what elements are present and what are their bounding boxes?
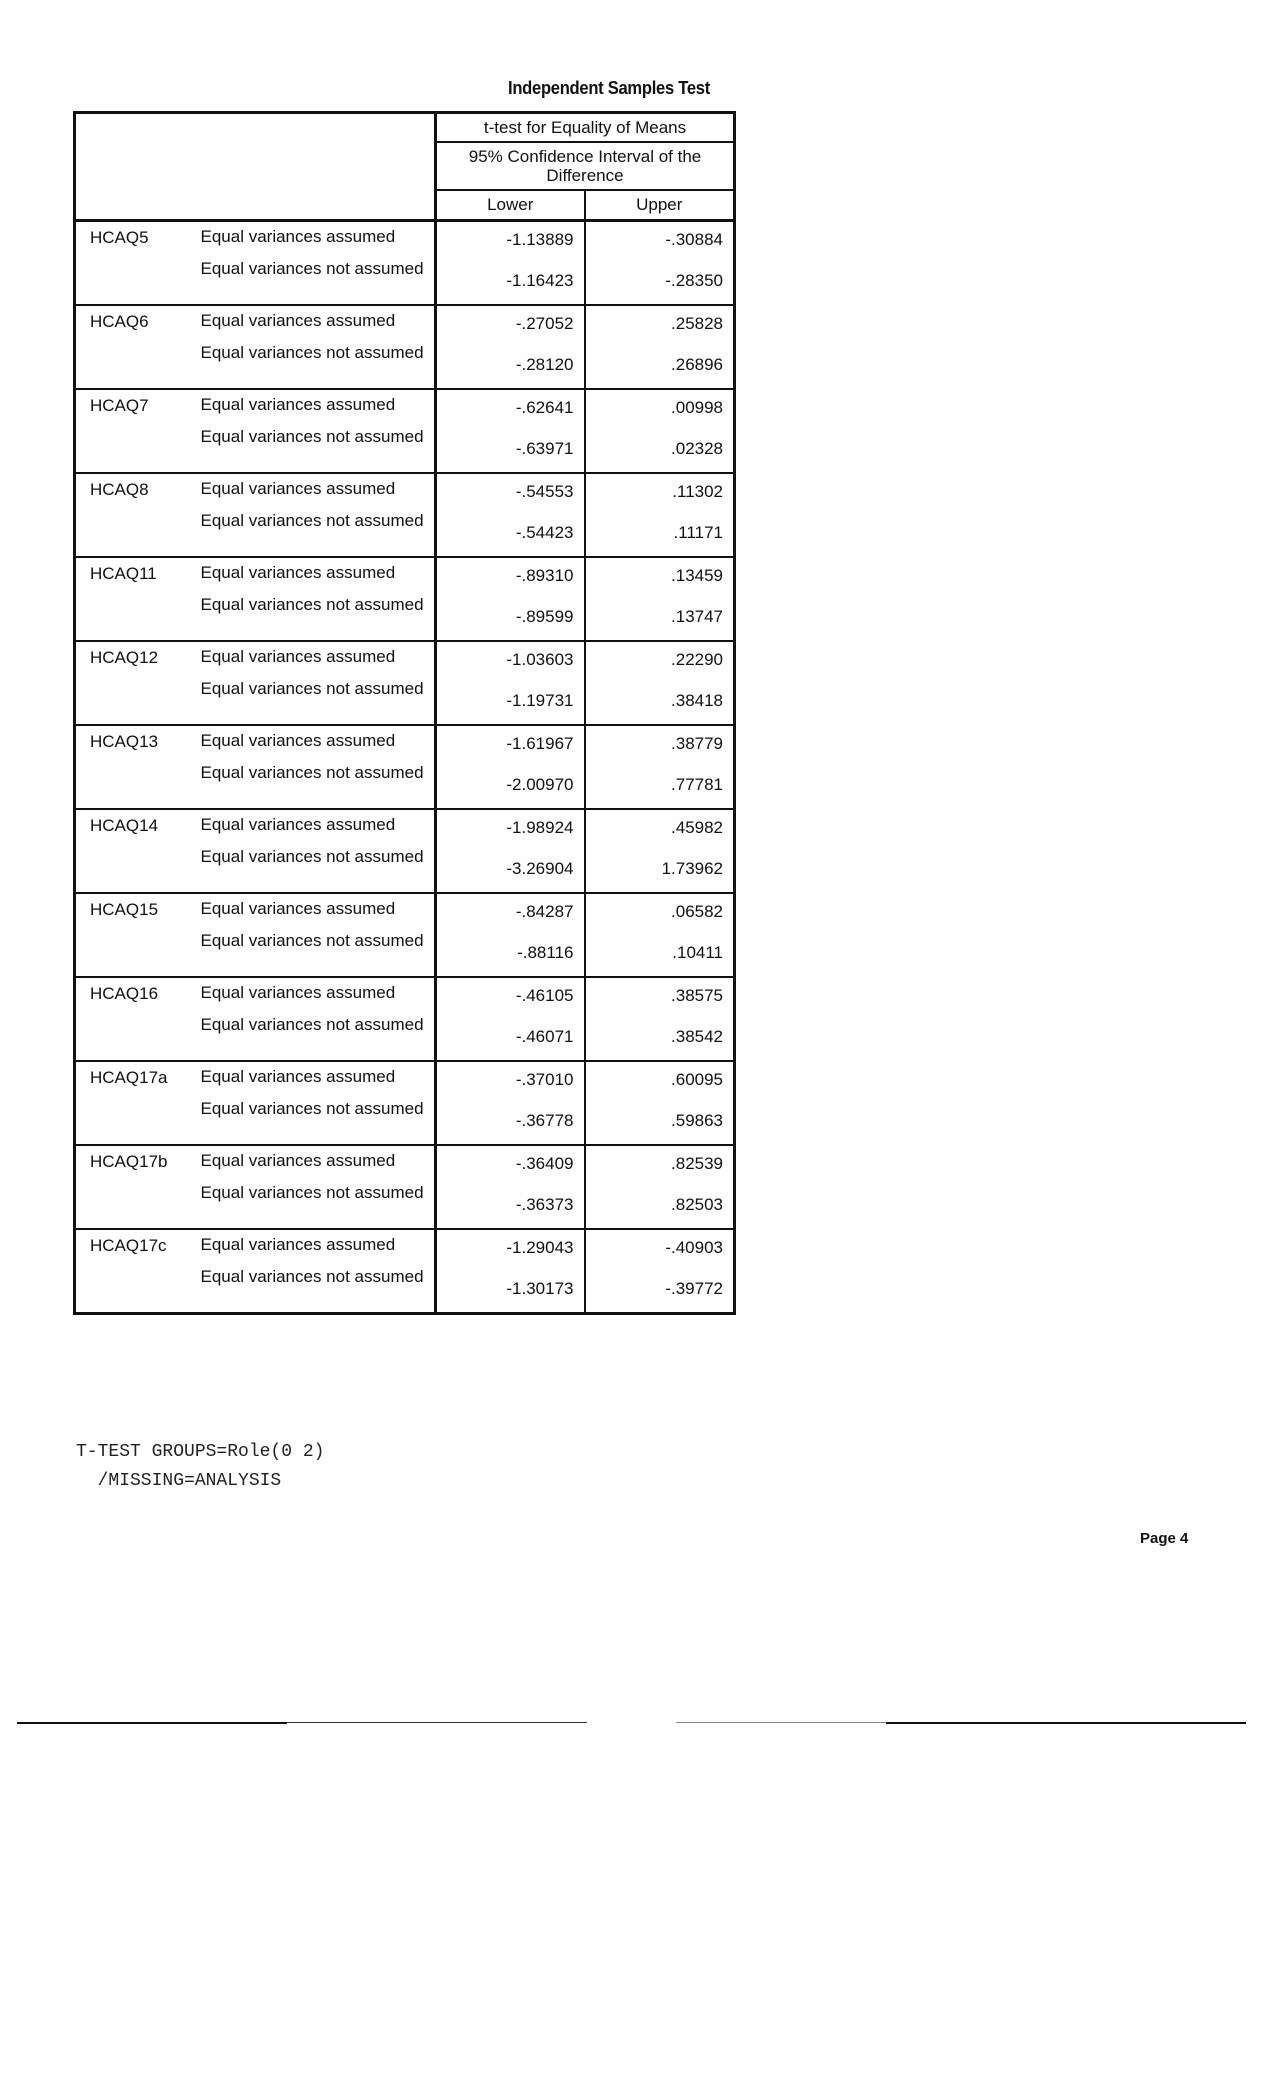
variable-name: HCAQ17b — [75, 1145, 201, 1229]
test-label-not-assumed: Equal variances not assumed — [201, 257, 436, 305]
test-label-not-assumed: Equal variances not assumed — [201, 929, 436, 977]
test-label-assumed: Equal variances assumed — [201, 977, 436, 1013]
lower-value-assumed: -.27052 — [436, 305, 585, 341]
header-upper: Upper — [585, 190, 735, 221]
test-label-assumed: Equal variances assumed — [201, 473, 436, 509]
table-row-assumed — [75, 389, 735, 425]
lower-value-not-assumed: -3.26904 — [436, 845, 585, 893]
table-row-assumed — [75, 557, 735, 593]
lower-value-assumed: -1.98924 — [436, 809, 585, 845]
variable-name: HCAQ17c — [75, 1229, 201, 1314]
lower-value-not-assumed: -2.00970 — [436, 761, 585, 809]
variable-name: HCAQ12 — [75, 641, 201, 725]
variable-name: HCAQ11 — [75, 557, 201, 641]
test-label-assumed: Equal variances assumed — [201, 1145, 436, 1181]
upper-value-assumed: .22290 — [585, 641, 735, 677]
table-row-assumed — [75, 725, 735, 761]
lower-value-assumed: -.89310 — [436, 557, 585, 593]
table-row-assumed — [75, 221, 735, 258]
lower-value-assumed: -.62641 — [436, 389, 585, 425]
test-label-not-assumed: Equal variances not assumed — [201, 845, 436, 893]
upper-value-not-assumed: 1.73962 — [661, 858, 724, 878]
test-label-assumed: Equal variances assumed — [201, 1061, 436, 1097]
upper-value-assumed: .60095 — [585, 1061, 735, 1097]
test-label-not-assumed: Equal variances not assumed — [201, 425, 436, 473]
lower-value-not-assumed: -.63971 — [436, 425, 585, 473]
lower-value-not-assumed: -1.16423 — [436, 257, 585, 305]
lower-value-assumed: -1.29043 — [436, 1229, 585, 1265]
lower-value-not-assumed: -.88116 — [436, 929, 585, 977]
upper-value-assumed: .38779 — [585, 725, 735, 761]
test-label-assumed: Equal variances assumed — [201, 389, 436, 425]
upper-value-not-assumed: .13747 — [671, 606, 724, 626]
variable-name: HCAQ6 — [75, 305, 201, 389]
test-label-assumed: Equal variances assumed — [201, 893, 436, 929]
upper-value-not-assumed: .38542 — [671, 1026, 724, 1046]
page-number: Page 4 — [1140, 1530, 1189, 1547]
upper-value-assumed: .11302 — [585, 473, 735, 509]
test-label-not-assumed: Equal variances not assumed — [201, 593, 436, 641]
lower-value-assumed: -1.13889 — [436, 221, 585, 258]
table-row-assumed — [75, 473, 735, 509]
table-row-assumed — [75, 1145, 735, 1181]
table-row-assumed — [75, 305, 735, 341]
syntax-line-2: /MISSING=ANALYSIS — [76, 1471, 282, 1491]
lower-value-assumed: -.36409 — [436, 1145, 585, 1181]
upper-value-assumed: .82539 — [585, 1145, 735, 1181]
lower-value-assumed: -1.03603 — [436, 641, 585, 677]
variable-name: HCAQ8 — [75, 473, 201, 557]
table-row-assumed — [75, 1061, 735, 1097]
variable-name: HCAQ17a — [75, 1061, 201, 1145]
table-row-assumed — [75, 1229, 735, 1265]
lower-value-not-assumed: -.28120 — [436, 341, 585, 389]
upper-value-not-assumed: .77781 — [671, 774, 724, 794]
lower-value-not-assumed: -.36373 — [436, 1181, 585, 1229]
header-blank-cell — [75, 113, 436, 221]
header-lower: Lower — [436, 190, 585, 221]
upper-value-not-assumed: .26896 — [671, 354, 724, 374]
test-label-assumed: Equal variances assumed — [201, 305, 436, 341]
upper-value-assumed: .13459 — [585, 557, 735, 593]
upper-value-assumed: -.40903 — [585, 1229, 735, 1265]
lower-value-not-assumed: -.46071 — [436, 1013, 585, 1061]
test-label-not-assumed: Equal variances not assumed — [201, 1265, 436, 1314]
table-title: Independent Samples Test — [508, 78, 710, 98]
variable-name: HCAQ15 — [75, 893, 201, 977]
test-label-not-assumed: Equal variances not assumed — [201, 341, 436, 389]
test-label-not-assumed: Equal variances not assumed — [201, 1013, 436, 1061]
upper-value-not-assumed: .11171 — [673, 522, 724, 542]
lower-value-not-assumed: -.89599 — [436, 593, 585, 641]
upper-value-not-assumed: .10411 — [672, 942, 724, 962]
syntax-line-1: T-TEST GROUPS=Role(0 2) — [76, 1442, 325, 1462]
header-ttest: t-test for Equality of Means — [436, 113, 735, 143]
lower-value-not-assumed: -1.30173 — [436, 1265, 585, 1314]
upper-value-not-assumed: -.39772 — [665, 1278, 724, 1298]
lower-value-not-assumed: -.36778 — [436, 1097, 585, 1145]
page-break-rule — [886, 1722, 1246, 1724]
variable-name: HCAQ14 — [75, 809, 201, 893]
upper-value-not-assumed: .82503 — [671, 1194, 724, 1214]
upper-value-assumed: .00998 — [585, 389, 735, 425]
test-label-not-assumed: Equal variances not assumed — [201, 1097, 436, 1145]
test-label-assumed: Equal variances assumed — [201, 221, 436, 258]
lower-value-assumed: -.84287 — [436, 893, 585, 929]
header-confidence-interval: 95% Confidence Interval of the Difference — [436, 142, 735, 190]
variable-name: HCAQ5 — [75, 221, 201, 306]
page-break-rule — [676, 1722, 886, 1723]
lower-value-not-assumed: -1.19731 — [436, 677, 585, 725]
upper-value-assumed: .06582 — [585, 893, 735, 929]
lower-value-not-assumed: -.54423 — [436, 509, 585, 557]
test-label-not-assumed: Equal variances not assumed — [201, 509, 436, 557]
variable-name: HCAQ7 — [75, 389, 201, 473]
upper-value-not-assumed: -.28350 — [665, 270, 724, 290]
table-row-assumed — [75, 977, 735, 1013]
table-row-assumed — [75, 893, 735, 929]
upper-value-assumed: .38575 — [585, 977, 735, 1013]
test-label-assumed: Equal variances assumed — [201, 1229, 436, 1265]
test-label-not-assumed: Equal variances not assumed — [201, 761, 436, 809]
upper-value-assumed: .25828 — [585, 305, 735, 341]
page-break-rule — [287, 1722, 587, 1723]
table-row-assumed — [75, 641, 735, 677]
variable-name: HCAQ16 — [75, 977, 201, 1061]
test-label-assumed: Equal variances assumed — [201, 641, 436, 677]
test-label-not-assumed: Equal variances not assumed — [201, 677, 436, 725]
lower-value-assumed: -.46105 — [436, 977, 585, 1013]
test-label-assumed: Equal variances assumed — [201, 725, 436, 761]
test-label-assumed: Equal variances assumed — [201, 809, 436, 845]
table-row-assumed — [75, 809, 735, 845]
upper-value-assumed: -.30884 — [585, 221, 735, 258]
upper-value-not-assumed: .02328 — [671, 438, 724, 458]
variable-name: HCAQ13 — [75, 725, 201, 809]
independent-samples-test-table — [73, 111, 736, 1315]
upper-value-not-assumed: .38418 — [671, 690, 724, 710]
upper-value-assumed: .45982 — [585, 809, 735, 845]
lower-value-assumed: -1.61967 — [436, 725, 585, 761]
test-label-assumed: Equal variances assumed — [201, 557, 436, 593]
lower-value-assumed: -.37010 — [436, 1061, 585, 1097]
upper-value-not-assumed: .59863 — [671, 1110, 724, 1130]
lower-value-assumed: -.54553 — [436, 473, 585, 509]
syntax-block — [76, 1438, 324, 1496]
page-break-rule — [17, 1722, 287, 1724]
test-label-not-assumed: Equal variances not assumed — [201, 1181, 436, 1229]
